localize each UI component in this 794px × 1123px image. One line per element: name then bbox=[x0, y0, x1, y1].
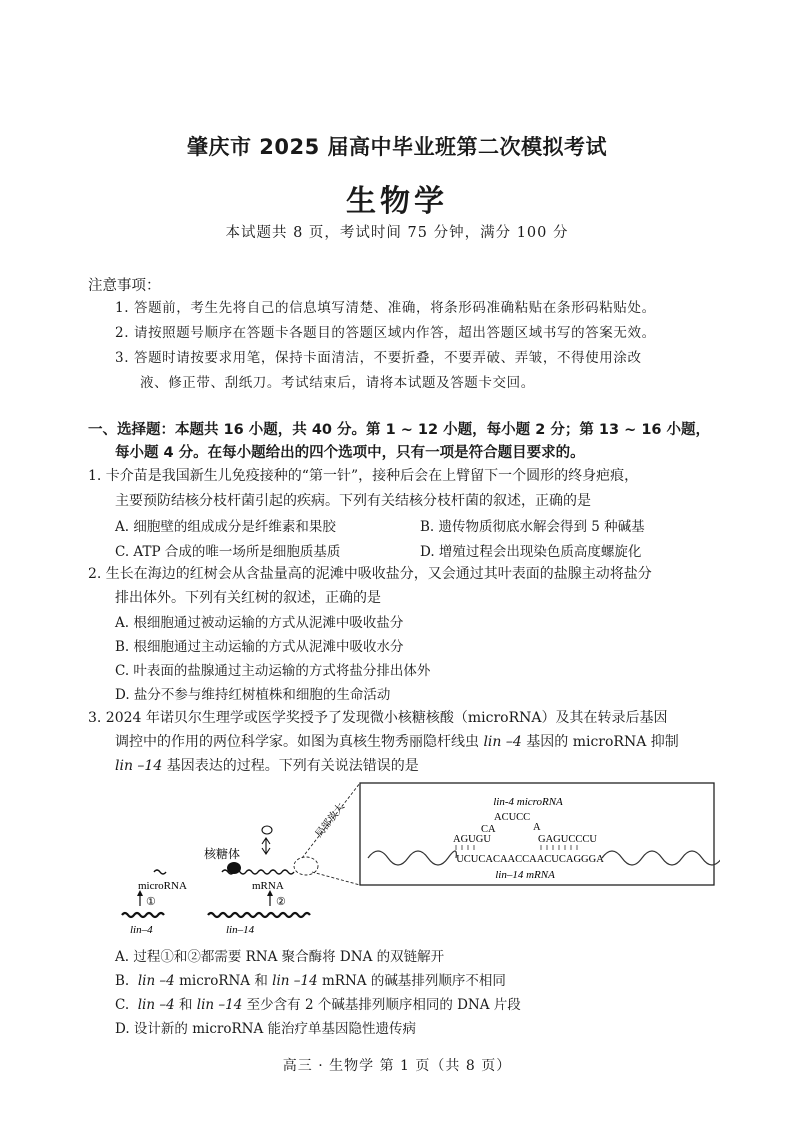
step-2-label: ② bbox=[276, 896, 286, 908]
seq-bottom: UCUCACAACCAACUCAGGGA bbox=[456, 854, 604, 865]
q3-stem-line2: 调控中的作用的两位科学家。如图为真核生物秀丽隐杆线虫 lin –4 基因的 microRNA 抑制 bbox=[115, 734, 679, 750]
q2-option-a: A. 根细胞通过被动运输的方式从泥滩中吸收盐分 bbox=[115, 615, 404, 631]
q2-option-b: B. 根细胞通过主动运输的方式从泥滩中吸收水分 bbox=[115, 639, 404, 655]
mrna-wave-right bbox=[602, 851, 720, 865]
q1-option-c: C. ATP 合成的唯一场所是细胞质基质 bbox=[115, 544, 341, 560]
exam-info: 本试题共 8 页，考试时间 75 分钟，满分 100 分 bbox=[225, 225, 569, 241]
protein-shape bbox=[262, 826, 272, 834]
microrna-strand bbox=[154, 870, 166, 874]
seq-loop-2: ACUCC bbox=[494, 812, 531, 823]
box-label-microrna: lin-4 microRNA bbox=[493, 796, 563, 808]
mrna-label: mRNA bbox=[252, 880, 284, 892]
q2-stem-line2: 排出体外。下列有关红树的叙述，正确的是 bbox=[115, 590, 381, 606]
gene-lin14-label: lin–14 bbox=[226, 924, 255, 936]
q2-option-d: D. 盐分不参与维持红树植株和细胞的生命活动 bbox=[115, 687, 391, 703]
section-heading-line2: 每小题 4 分。在每小题给出的四个选项中，只有一项是符合题目要求的。 bbox=[115, 445, 585, 461]
section-heading-line1: 一、选择题：本题共 16 小题，共 40 分。第 1 ~ 12 小题，每小题 2 分；第 13 ~ 16 小题， bbox=[88, 422, 711, 438]
q1-option-a: A. 细胞壁的组成成分是纤维素和果胶 bbox=[115, 519, 336, 535]
q3-option-d: D. 设计新的 microRNA 能治疗单基因隐性遗传病 bbox=[115, 1021, 416, 1037]
seq-right: GAGUCCCU bbox=[538, 834, 597, 845]
q3-option-a: A. 过程①和②都需要 RNA 聚合酶将 DNA 的双链解开 bbox=[115, 949, 445, 965]
base-pair-ticks bbox=[456, 845, 577, 850]
magnify-line-bottom bbox=[312, 872, 360, 885]
notice-item-2: 2. 请按照题号顺序在答题卡各题目的答题区域内作答，超出答题区域书写的答案无效。 bbox=[115, 325, 656, 341]
ribosome-shape bbox=[227, 862, 241, 874]
seq-loop-3: A bbox=[533, 822, 541, 833]
notice-item-3-cont: 液、修正带、刮纸刀。考试结束后，请将本试题及答题卡交回。 bbox=[140, 375, 535, 391]
lin14-dna bbox=[208, 913, 310, 917]
mrna-wave-left bbox=[368, 851, 456, 865]
q1-option-b: B. 遗传物质彻底水解会得到 5 种碱基 bbox=[420, 519, 645, 535]
q2-stem-line1: 2. 生长在海边的红树会从含盐量高的泥滩中吸收盐分，又会通过其叶表面的盐腺主动将盐分 bbox=[88, 566, 652, 582]
q3-stem-line1: 3. 2024 年诺贝尔生理学或医学奖授予了发现微小核糖核酸（microRNA）及其在转录后基因 bbox=[88, 710, 668, 726]
box-label-mrna: lin–14 mRNA bbox=[495, 869, 555, 881]
q3-stem-line3: lin –14 基因表达的过程。下列有关说法错误的是 bbox=[115, 758, 419, 774]
page-footer: 高三 · 生物学 第 1 页（共 8 页） bbox=[282, 1058, 512, 1074]
step-1-label: ① bbox=[146, 896, 156, 908]
gene-lin4-label: lin–4 bbox=[130, 924, 153, 936]
blocked-arrow bbox=[262, 838, 270, 854]
q1-stem-line2: 主要预防结核分枝杆菌引起的疾病。下列有关结核分枝杆菌的叙述，正确的是 bbox=[115, 493, 591, 509]
exam-title: 肇庆市 2025 届高中毕业班第二次模拟考试 bbox=[186, 135, 608, 159]
notice-heading: 注意事项： bbox=[88, 278, 161, 294]
ribosome-label: 核糖体 bbox=[204, 847, 241, 861]
lin4-dna bbox=[122, 913, 164, 917]
microrna-label: microRNA bbox=[138, 880, 187, 892]
q1-option-d: D. 增殖过程会出现染色质高度螺旋化 bbox=[420, 544, 642, 560]
q3-option-b: B. lin –4 microRNA 和 lin –14 mRNA 的碱基排列顺序不相同 bbox=[115, 973, 506, 989]
magnify-circle bbox=[294, 857, 318, 875]
notice-item-3: 3. 答题时请按要求用笔，保持卡面清洁，不要折叠，不要弄破、弄皱，不得使用涂改 bbox=[115, 350, 642, 366]
magnify-label: 局部放大 bbox=[313, 801, 347, 840]
q3-option-c: C. lin –4 和 lin –14 至少含有 2 个碱基排列顺序相同的 DNA 片段 bbox=[115, 997, 521, 1013]
subject-title: 生物学 bbox=[346, 184, 448, 219]
seq-loop-1: CA bbox=[481, 824, 496, 835]
q2-option-c: C. 叶表面的盐腺通过主动运输的方式将盐分排出体外 bbox=[115, 663, 431, 679]
seq-left: AGUGU bbox=[453, 834, 491, 845]
notice-item-1: 1. 答题前，考生先将自己的信息填写清楚、准确，将条形码准确粘贴在条形码粘贴处。 bbox=[115, 300, 656, 316]
microrna-figure bbox=[110, 780, 720, 940]
q1-stem-line1: 1. 卡介苗是我国新生儿免疫接种的“第一针”，接种后会在上臂留下一个圆形的终身疤痕， bbox=[88, 468, 639, 484]
